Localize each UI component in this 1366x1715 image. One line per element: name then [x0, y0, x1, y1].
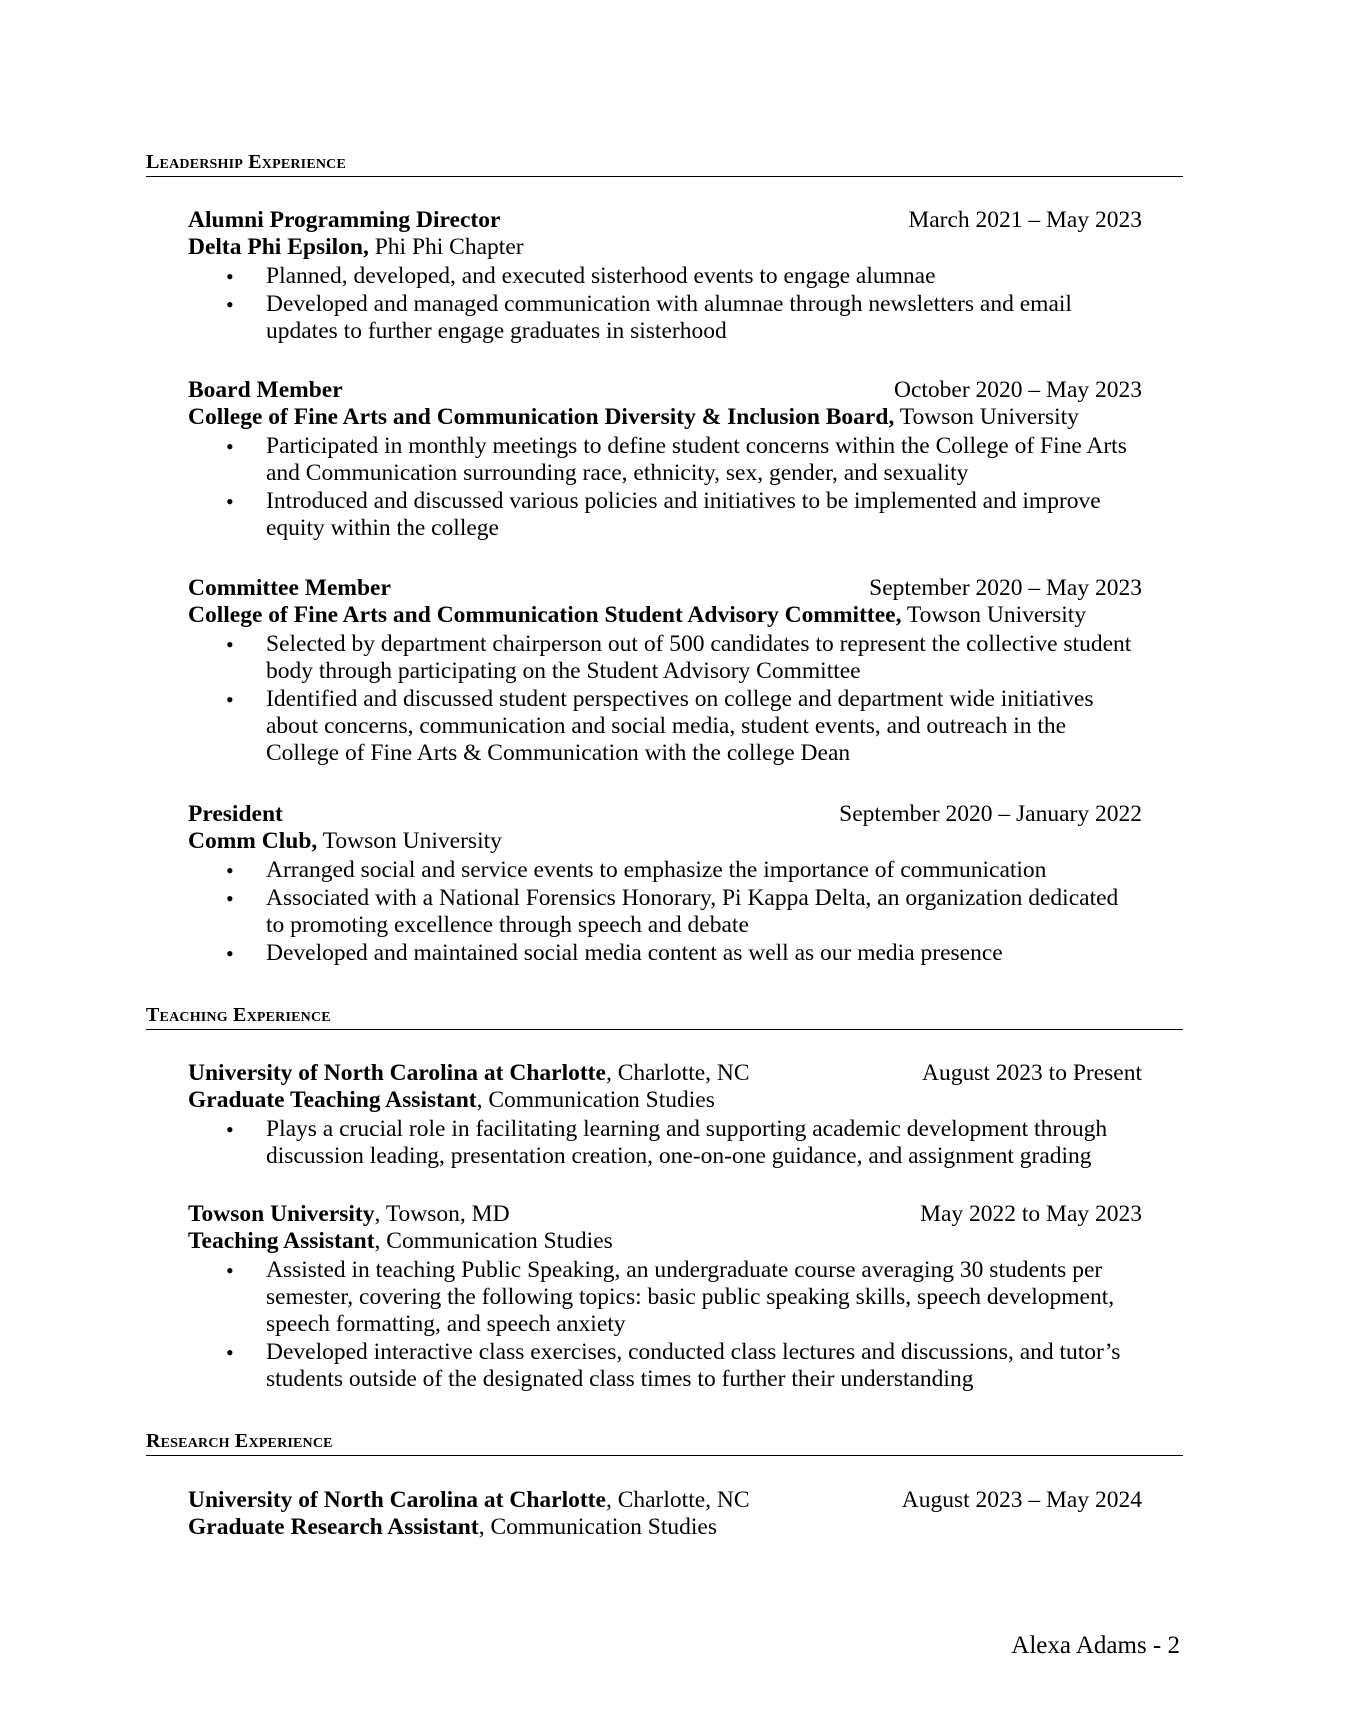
research-section [146, 1430, 1183, 1456]
leadership-entry [188, 207, 1142, 346]
role-detail: , Communication Studies [374, 1228, 613, 1254]
bullet-item: • Planned, developed, and executed sisterhood events to engage alumnae [266, 263, 1142, 290]
institution-location: , Charlotte, NC [605, 1060, 750, 1086]
bullet-item: • Developed and maintained social media content as well as our media presence [266, 940, 1142, 967]
position-title: Board Member [188, 377, 343, 403]
institution-location: , Charlotte, NC [605, 1487, 750, 1513]
bullet-item: • Identified and discussed student perspectives on college and department wide initiatives about concerns, communication and social media, student events, and outreach in the College of Fine Arts & Communication with the college Dean [266, 686, 1142, 767]
organization-name: Comm Club, [188, 828, 318, 854]
bullet-item: • Developed and managed communication with alumnae through newsletters and email updates to further engage graduates in sisterhood [266, 291, 1142, 345]
organization-detail: Phi Phi Chapter [368, 234, 524, 260]
bullet-list [188, 1116, 1142, 1170]
bullet-list [188, 857, 1142, 967]
section-heading: Teaching Experience [146, 1004, 1183, 1030]
bullet-list [188, 1257, 1142, 1393]
organization-name: College of Fine Arts and Communication Student Advisory Committee, [188, 602, 902, 628]
date-range: May 2022 to May 2023 [920, 1201, 1142, 1227]
teaching-entry [188, 1060, 1142, 1171]
position-title: President [188, 801, 283, 827]
date-range: August 2023 – May 2024 [901, 1487, 1142, 1513]
date-range: October 2020 – May 2023 [893, 377, 1142, 403]
teaching-entry [188, 1201, 1142, 1394]
organization-name: Delta Phi Epsilon, [188, 234, 369, 260]
organization-detail: Towson University [894, 404, 1079, 430]
bullet-item: • Introduced and discussed various policies and initiatives to be implemented and improve equity within the college [266, 488, 1142, 542]
section-heading: Research Experience [146, 1430, 1183, 1456]
date-range: September 2020 – May 2023 [869, 575, 1142, 601]
institution-name: University of North Carolina at Charlotte [188, 1060, 606, 1086]
role-detail: , Communication Studies [478, 1514, 717, 1540]
bullet-list [188, 631, 1142, 767]
date-range: September 2020 – January 2022 [839, 801, 1142, 827]
bullet-item: • Associated with a National Forensics Honorary, Pi Kappa Delta, an organization dedicated to promoting excellence through speech and debate [266, 885, 1142, 939]
teaching-section [146, 1004, 1183, 1030]
role-title: Graduate Teaching Assistant [188, 1087, 477, 1113]
role-title: Teaching Assistant [188, 1228, 375, 1254]
institution-location: , Towson, MD [374, 1201, 510, 1227]
bullet-item: • Selected by department chairperson out of 500 candidates to represent the collective student body through participating on the Student Advisory Committee [266, 631, 1142, 685]
date-range: March 2021 – May 2023 [908, 207, 1142, 233]
bullet-list [188, 433, 1142, 542]
leadership-section [146, 151, 1183, 177]
date-range: August 2023 to Present [922, 1060, 1142, 1086]
organization-name: College of Fine Arts and Communication Diversity & Inclusion Board, [188, 404, 895, 430]
page-footer: Alexa Adams - 2 [1011, 1632, 1180, 1659]
bullet-item: • Developed interactive class exercises, conducted class lectures and discussions, and tutor’s students outside of the designated class times to further their understanding [266, 1339, 1142, 1393]
role-detail: , Communication Studies [476, 1087, 715, 1113]
bullet-item: • Assisted in teaching Public Speaking, an undergraduate course averaging 30 students per semester, covering the following topics: basic public speaking skills, speech development, speech formatting, and speech anxiety [266, 1257, 1142, 1338]
research-entry [188, 1487, 1142, 1541]
bullet-item: • Plays a crucial role in facilitating learning and supporting academic development through discussion leading, presentation creation, one-on-one guidance, and assignment grading [266, 1116, 1142, 1170]
role-title: Graduate Research Assistant [188, 1514, 479, 1540]
organization-detail: Towson University [901, 602, 1087, 628]
leadership-entry [188, 575, 1142, 768]
bullet-list [188, 263, 1142, 345]
organization-detail: Towson University [317, 828, 502, 854]
institution-name: University of North Carolina at Charlotte [188, 1487, 606, 1513]
institution-name: Towson University [188, 1201, 375, 1227]
leadership-entry [188, 801, 1142, 968]
section-heading: Leadership Experience [146, 151, 1183, 177]
bullet-item: • Arranged social and service events to emphasize the importance of communication [266, 857, 1142, 884]
position-title: Committee Member [188, 575, 391, 601]
position-title: Alumni Programming Director [188, 207, 501, 233]
bullet-item: • Participated in monthly meetings to define student concerns within the College of Fine Arts and Communication surrounding race, ethnicity, sex, gender, and sexuality [266, 433, 1142, 487]
leadership-entry [188, 377, 1142, 543]
